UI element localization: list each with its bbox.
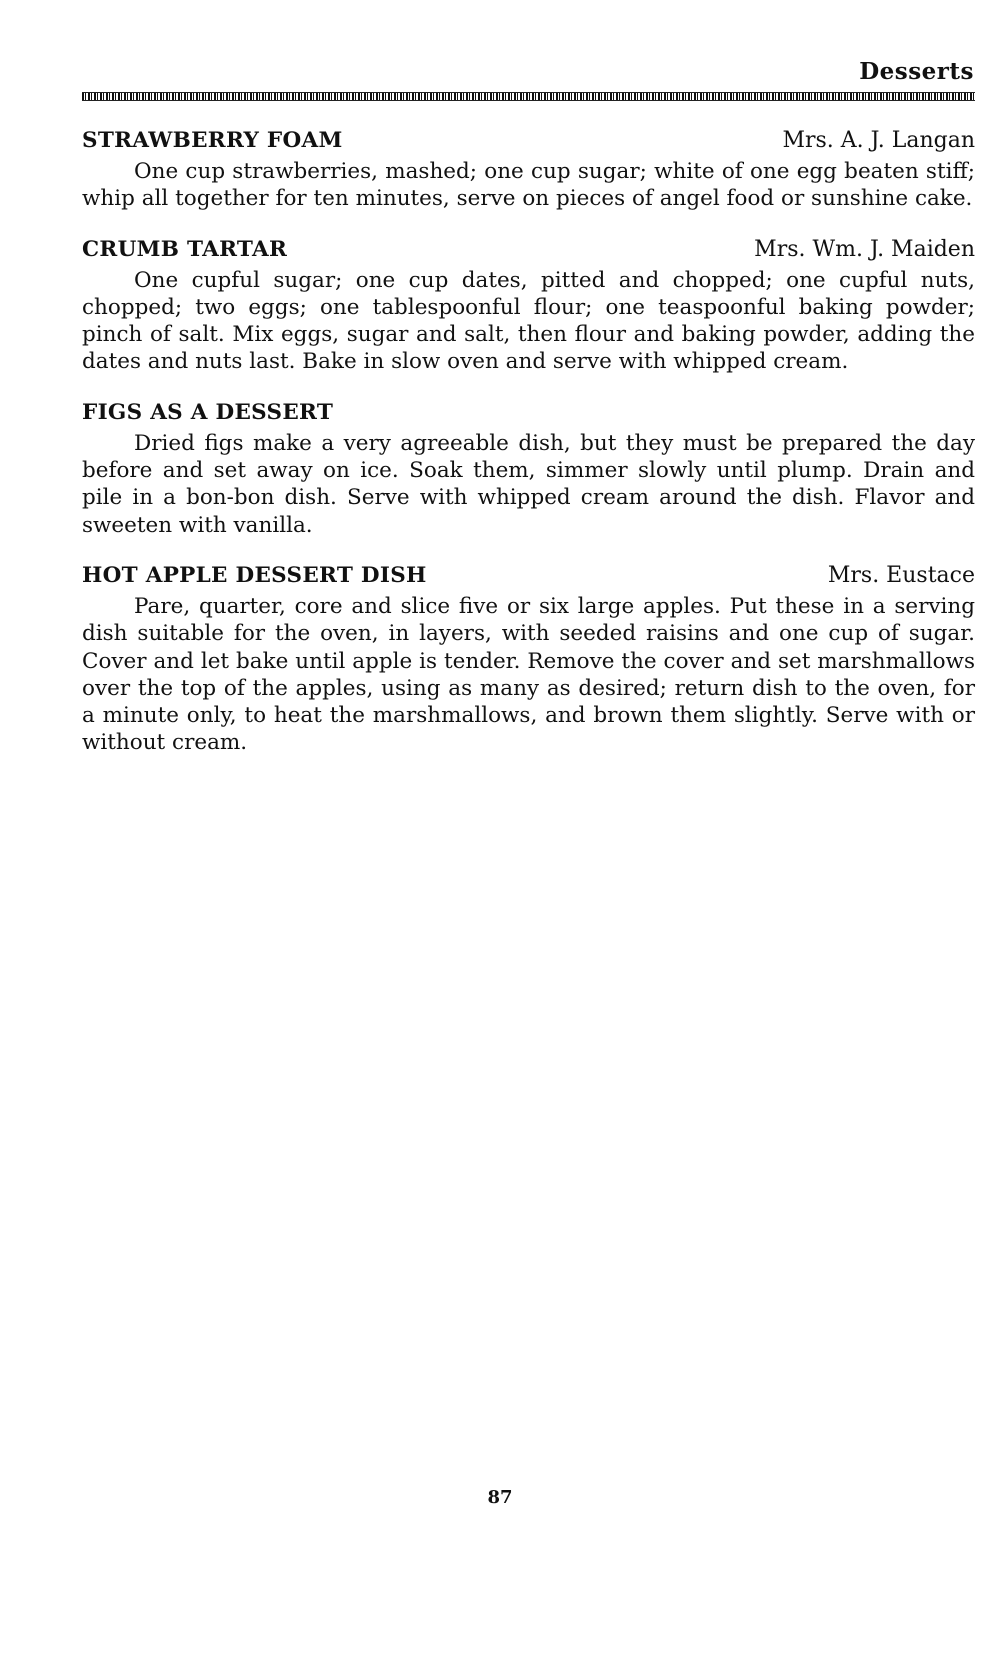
recipe-crumb-tartar <box>82 237 975 376</box>
header-rule <box>82 92 975 101</box>
recipe-author: Mrs. A. J. Langan <box>782 128 975 153</box>
recipe-title: HOT APPLE DESSERT DISH <box>82 562 427 588</box>
page-number: 87 <box>487 1487 513 1508</box>
recipe-body: One cupful sugar; one cup dates, pitted and chopped; one cupful nuts, chopped; two eggs; one tablespoonful flour; one teaspoonful baking powder; pinch of salt. Mix eggs, sugar and salt, then flour and baking powder, adding the dates and nuts last. Bake in slow oven and serve with whipped cream. <box>82 267 975 375</box>
recipe-body: Dried figs make a very agreeable dish, but they must be prepared the day before and set away on ice. Soak them, simmer slowly until plump. Drain and pile in a bon-bon dish. Serve with whipped cream around the dish. Flavor and sweeten with vanilla. <box>82 430 975 538</box>
recipe-body: One cup strawberries, mashed; one cup sugar; white of one egg beaten stiff; whip all together for ten minutes, serve on pieces of angel food or sunshine cake. <box>82 159 975 212</box>
section-title: Desserts <box>859 58 974 85</box>
recipe-hot-apple-dessert-dish <box>82 563 975 757</box>
recipe-strawberry-foam <box>82 128 975 213</box>
recipe-header <box>82 128 975 158</box>
recipe-header <box>82 563 975 593</box>
recipe-header <box>82 400 975 430</box>
recipe-body: Pare, quarter, core and slice five or six large apples. Put these in a serving dish suitable for the oven, in layers, with seeded raisins and one cup of sugar. Cover and let bake until apple is tender. Remove the cover and set marshmallows over the top of the apples, using as many as desired; return dish to the oven, for a minute only, to heat the marshmallows, and brown them slightly. Serve with or without cream. <box>82 593 975 756</box>
recipe-author: Mrs. Wm. J. Maiden <box>754 236 975 262</box>
recipe-figs-as-a-dessert <box>82 400 975 539</box>
recipe-title: STRAWBERRY FOAM <box>82 128 343 153</box>
recipe-header <box>82 237 975 267</box>
recipe-list <box>82 128 975 781</box>
recipe-title: FIGS AS A DESSERT <box>82 399 334 425</box>
recipe-author: Mrs. Eustace <box>827 562 975 588</box>
recipe-title: CRUMB TARTAR <box>82 236 288 262</box>
